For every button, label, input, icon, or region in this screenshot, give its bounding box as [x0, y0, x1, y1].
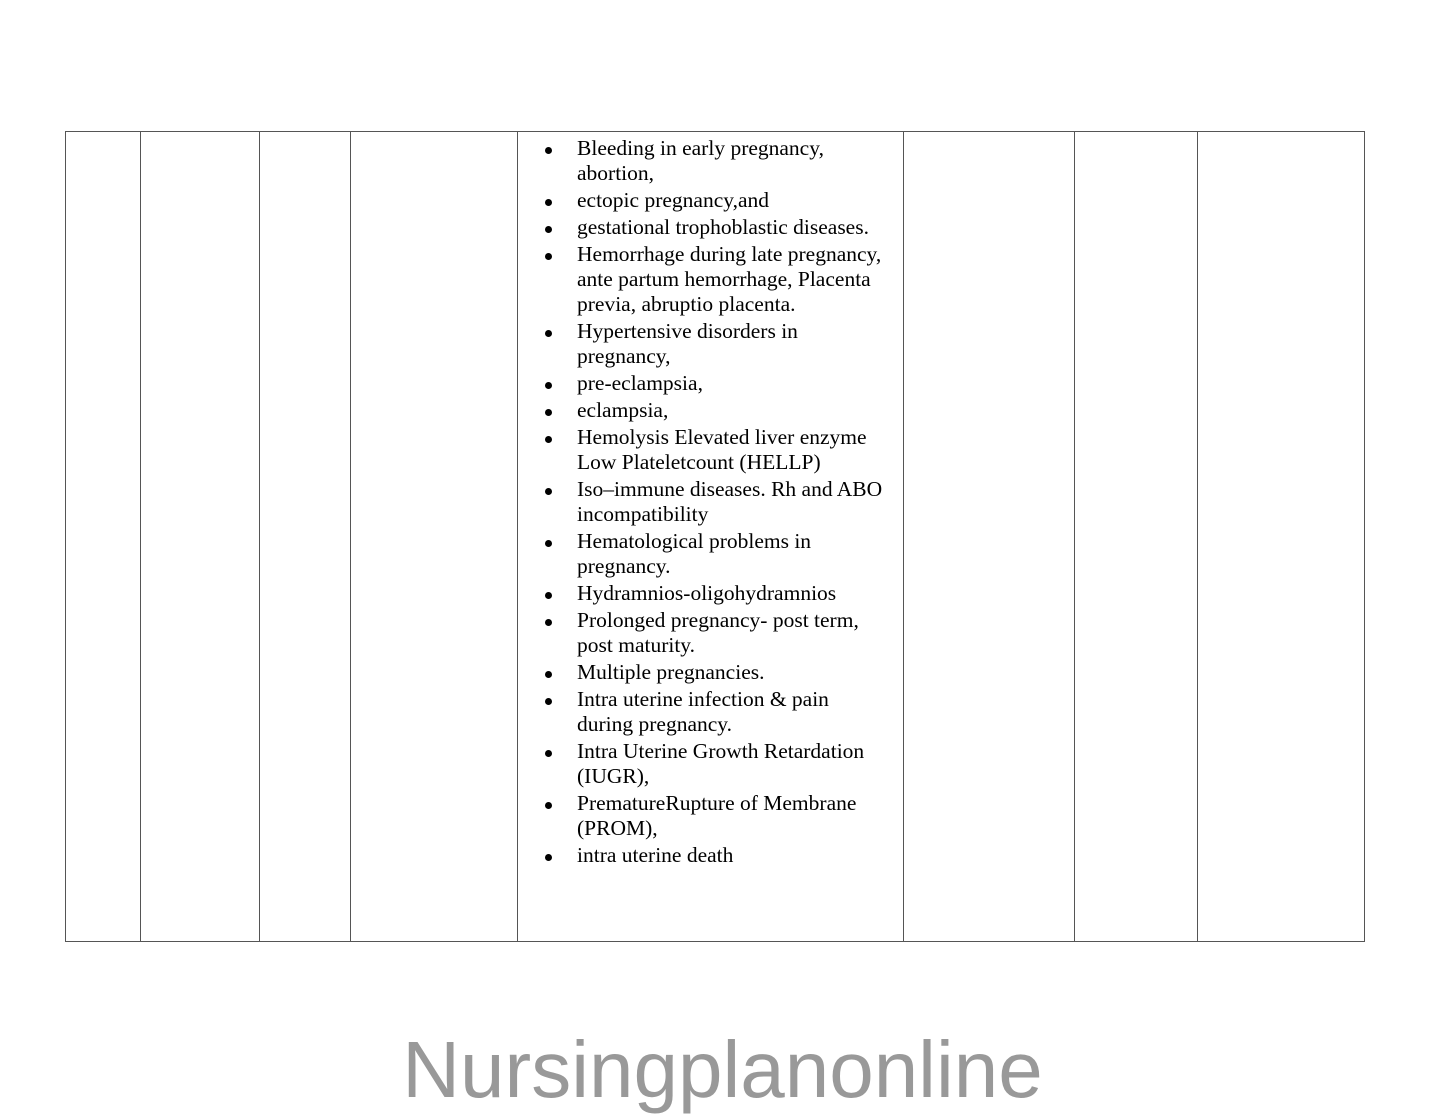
bullet-icon	[545, 199, 552, 206]
table-cell-col-3	[260, 132, 351, 942]
bullet-icon	[545, 330, 552, 337]
list-item: Hydramnios-oligohydramnios	[518, 581, 903, 606]
table-cell-col-1	[66, 132, 141, 942]
bullet-icon	[545, 147, 552, 154]
content-table	[65, 131, 1365, 942]
bullet-icon	[545, 698, 552, 705]
list-item: ectopic pregnancy,and	[518, 188, 903, 213]
bullet-icon	[545, 619, 552, 626]
list-item: Bleeding in early pregnancy, abortion,	[518, 136, 903, 186]
table-cell-col-4	[351, 132, 518, 942]
bullet-icon	[545, 802, 552, 809]
table-row	[66, 132, 1365, 942]
bullet-icon	[545, 854, 552, 861]
bullet-icon	[545, 750, 552, 757]
bullet-icon	[545, 540, 552, 547]
list-item: intra uterine death	[518, 843, 903, 868]
list-item: Prolonged pregnancy- post term, post maturity.	[518, 608, 903, 658]
list-item: Hematological problems in pregnancy.	[518, 529, 903, 579]
topic-list	[518, 132, 903, 868]
list-item: Multiple pregnancies.	[518, 660, 903, 685]
bullet-icon	[545, 488, 552, 495]
bullet-icon	[545, 592, 552, 599]
list-item: Iso–immune diseases. Rh and ABO incompatibility	[518, 477, 903, 527]
table-cell-col-7	[1075, 132, 1198, 942]
table-cell-col-2	[141, 132, 260, 942]
bullet-icon	[545, 226, 552, 233]
bullet-icon	[545, 671, 552, 678]
list-item: pre-eclampsia,	[518, 371, 903, 396]
list-item: PrematureRupture of Membrane (PROM),	[518, 791, 903, 841]
list-item: Hemorrhage during late pregnancy, ante partum hemorrhage, Placenta previa, abruptio placenta.	[518, 242, 903, 317]
bullet-icon	[545, 382, 552, 389]
bullet-icon	[545, 436, 552, 443]
table-cell-col-8	[1198, 132, 1365, 942]
watermark-text: Nursingplanonline	[402, 1025, 1043, 1114]
list-item: Intra uterine infection & pain during pregnancy.	[518, 687, 903, 737]
table-cell-topics	[518, 132, 904, 942]
list-item: Hemolysis Elevated liver enzyme Low Plateletcount (HELLP)	[518, 425, 903, 475]
list-item: Hypertensive disorders in pregnancy,	[518, 319, 903, 369]
list-item: gestational trophoblastic diseases.	[518, 215, 903, 240]
bullet-icon	[545, 409, 552, 416]
table-cell-col-6	[904, 132, 1075, 942]
bullet-icon	[545, 253, 552, 260]
list-item: Intra Uterine Growth Retardation (IUGR),	[518, 739, 903, 789]
list-item: eclampsia,	[518, 398, 903, 423]
